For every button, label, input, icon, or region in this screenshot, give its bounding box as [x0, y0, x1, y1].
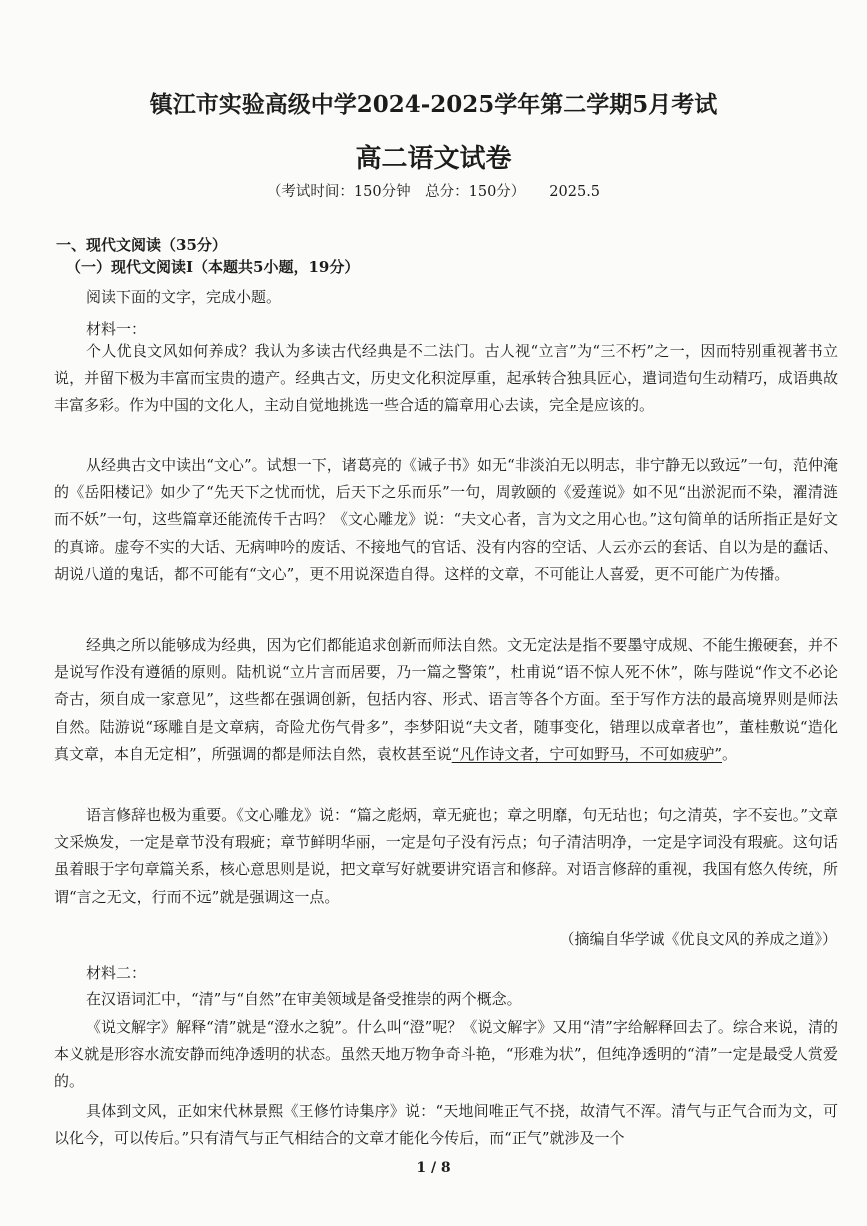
material-one-label: 材料一： [86, 320, 147, 338]
paragraph-end: 。 [722, 744, 738, 763]
page-number: 1 / 8 [416, 1160, 451, 1176]
section-heading: 一、现代文阅读（35分） [56, 236, 227, 254]
exam-subtitle: 高二语文试卷 [355, 144, 512, 174]
material-two-paragraph-3: 具体到文风，正如宋代林景熙《王修竹诗集序》说：“天地间唯正气不挠，故清气不浑。清气与正气合而为文，可以化今，可以传后。”只有清气与正气相结合的文章才能化今传后，而“正气”就涉及一个 [54, 1102, 838, 1148]
exam-title: 镇江市实验高级中学2024-2025学年第二学期5月考试 [149, 91, 718, 118]
material-one-paragraph-3 [54, 632, 838, 768]
material-two-label: 材料二： [86, 964, 147, 982]
exam-date: 2025.5 [549, 184, 601, 200]
underlined-quote: “凡作诗文者，宁可如野马，不可如疲驴” [451, 744, 723, 763]
material-one-paragraph-2: 从经典古文中读出“文心”。试想一下，诸葛亮的《诫子书》如无“非淡泊无以明志，非宁静无以致远”一句，范仲淹的《岳阳楼记》如少了“先天下之忧而忧，后天下之乐而乐”一句，周敦颐的《爱莲说》如不见“出淤泥而不染，濯清涟而不妖”一句，这些篇章还能流传千古吗？《文心雕龙》说：“夫文心者，言为文之用心也。”这句简单的话所指正是好文的真谛。虚夸不实的大话、无病呻吟的废话、不接地气的官话、没有内容的空话、人云亦云的套话、自以为是的蠢话、胡说八道的鬼话，都不可能有“文心”，更不用说深造自得。这样的文章，不可能让人喜爱，更不可能广为传播。 [54, 456, 838, 583]
reading-instruction: 阅读下面的文字，完成小题。 [86, 288, 282, 306]
exam-info [0, 180, 867, 201]
exam-time-score: （考试时间：150分钟 总分：150分） [266, 184, 526, 200]
subsection-heading: （一）现代文阅读I（本题共5小题，19分） [66, 258, 360, 276]
material-two-paragraph-1: 在汉语词汇中，“清”与“自然”在审美领域是备受推崇的两个概念。 [86, 990, 522, 1008]
material-one-paragraph-4: 语言修辞也极为重要。《文心雕龙》说：“篇之彪炳，章无疵也；章之明靡，句无玷也；句之清英，字不妄也。”文章文采焕发，一定是章节没有瑕疵；章节鲜明华丽，一定是句子没有污点；句子清洁明净，一定是字词没有瑕疵。这句话虽着眼于字句章篇关系，核心意思则是说，把文章写好就要讲究语言和修辞。对语言修辞的重视，我国有悠久传统，所谓“言之无文，行而不远”就是强调这一点。 [54, 806, 838, 906]
material-one-paragraph-1: 个人优良文风如何养成？我认为多读古代经典是不二法门。古人视“立言”为“三不朽”之一，因而特别重视著书立说，并留下极为丰富而宝贵的遗产。经典古文，历史文化积淀厚重，起承转合独具匠心，遣词造句生动精巧，成语典故丰富多彩。作为中国的文化人，主动自觉地挑选一些合适的篇章用心去读，完全是应该的。 [54, 342, 838, 415]
paragraph-text: 经典之所以能够成为经典，因为它们都能追求创新而师法自然。文无定法是指不要墨守成规、不能生搬硬套，并不是说写作没有遵循的原则。陆机说“立片言而居要，乃一篇之警策”，杜甫说“语不惊人死不休”，陈与陛说“作文不必论奇古，须自成一家意见”，这些都在强调创新，包括内容、形式、语言等各个方面。至于写作方法的最高境界则是师法自然。陆游说“琢雕自是文章病，奇险尤伤气骨多”，李梦阳说“夫文者，随事变化，错理以成章者也”，董桂敷说“造化真文章，本自无定相”，所强调的都是师法自然，袁枚甚至说 [54, 636, 838, 763]
material-two-paragraph-2: 《说文解字》解释“清”就是“澄水之貌”。什么叫“澄”呢？《说文解字》又用“清”字给解释回去了。综合来说，清的本义就是形容水流安静而纯净透明的状态。虽然天地万物争奇斗艳，“形难为状”，但纯净透明的“清”一定是最受人赏爱的。 [54, 1018, 838, 1091]
source-citation: （摘编自华学诚《优良文风的养成之道》） [559, 930, 837, 948]
